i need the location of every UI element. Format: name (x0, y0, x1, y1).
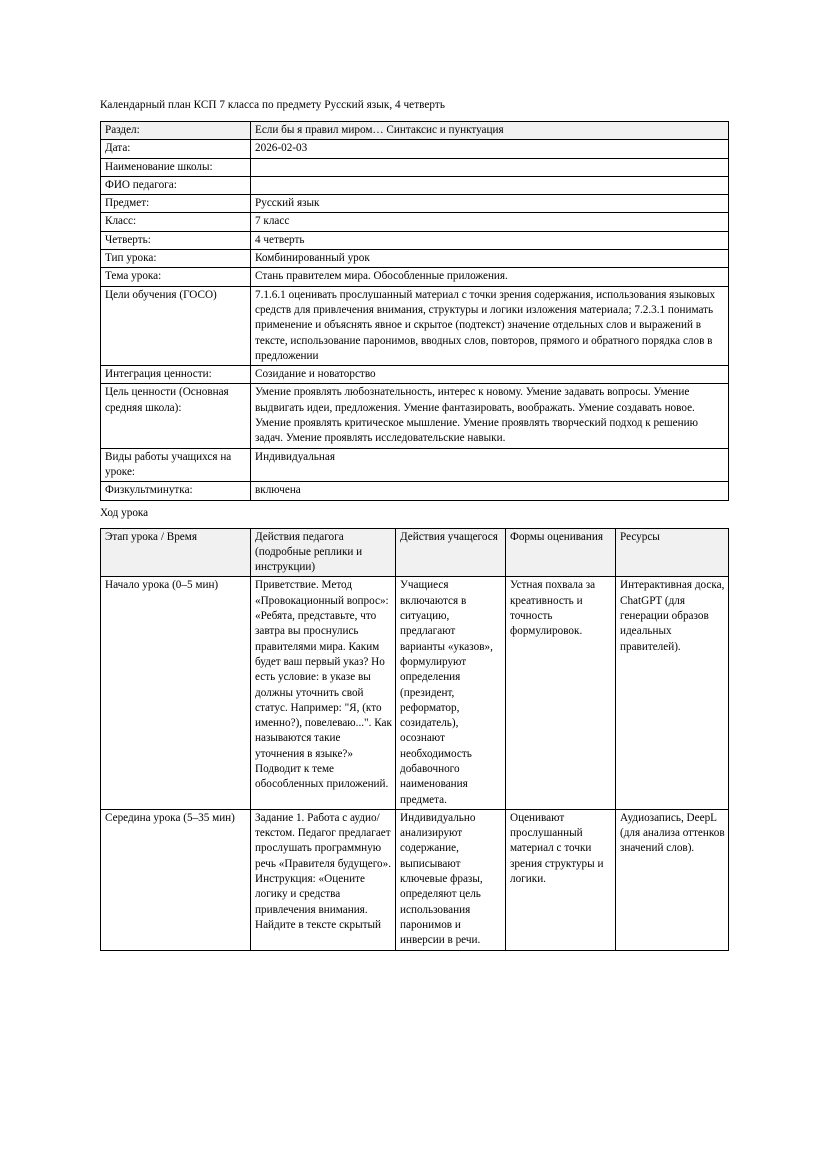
cell-teacher-actions: Задание 1. Работа с аудио/текстом. Педагог предлагает прослушать программную речь «Правителя будущего». Инструкция: «Оцените логику и средства привлечения внимания. Найдите в тексте скрытый (251, 809, 396, 950)
table-header-row (101, 528, 729, 577)
cell-resources: Интерактивная доска, ChatGPT (для генерации образов идеальных правителей). (616, 577, 729, 809)
info-value (251, 176, 729, 194)
cell-resources: Аудиозапись, DeepL (для анализа оттенков значений слов). (616, 809, 729, 950)
info-label: Цели обучения (ГОСО) (101, 286, 251, 365)
column-header-stage: Этап урока / Время (101, 528, 251, 577)
cell-student-actions: Учащиеся включаются в ситуацию, предлагают варианты «указов», формулируют определения (президент, реформатор, созидатель), осознают необходимость добавочного наименования предмета. (396, 577, 506, 809)
cell-stage: Середина урока (5–35 мин) (101, 809, 251, 950)
cell-assessment: Устная похвала за креативность и точность формулировок. (506, 577, 616, 809)
info-value: 7.1.6.1 оценивать прослушанный материал с точки зрения содержания, использования языковых средств для привлечения внимания, структуры и логики изложения материала; 7.2.3.1 понимать применение и объяснять явное и скрытое (подтекст) значение отдельных слов и выражений в тексте, использование паронимов, вводных слов, повторов, прямого и обратного порядка слов в предложении (251, 286, 729, 365)
info-label: Класс: (101, 213, 251, 231)
info-value: Созидание и новаторство (251, 366, 729, 384)
lesson-flow-table (100, 528, 729, 951)
table-row (101, 809, 729, 950)
table-row (101, 448, 729, 482)
info-label: Раздел: (101, 122, 251, 140)
info-label: Цель ценности (Основная средняя школа): (101, 384, 251, 448)
table-row (101, 366, 729, 384)
info-value: Русский язык (251, 195, 729, 213)
table-row (101, 286, 729, 365)
info-value: 2026-02-03 (251, 140, 729, 158)
page-title: Календарный план КСП 7 класса по предмету Русский язык, 4 четверть (100, 99, 445, 111)
table-row (101, 482, 729, 500)
column-header-teacher-actions: Действия педагога (подробные реплики и инструкции) (251, 528, 396, 577)
cell-stage: Начало урока (0–5 мин) (101, 577, 251, 809)
info-label: ФИО педагога: (101, 176, 251, 194)
info-label: Предмет: (101, 195, 251, 213)
table-row (101, 384, 729, 448)
cell-teacher-actions: Приветствие. Метод «Провокационный вопрос»: «Ребята, представьте, что завтра вы проснулись правителями мира. Каким будет ваш первый указ? Но есть условие: в указе вы должны уточнить свой статус. Например: "Я, (кто именно?), повелеваю...". Как называются такие уточнения в языке?» Подводит к теме обособленных приложений. (251, 577, 396, 809)
info-label: Тип урока: (101, 250, 251, 268)
page-content (100, 98, 728, 951)
column-header-assessment: Формы оценивания (506, 528, 616, 577)
info-label: Дата: (101, 140, 251, 158)
table-row (101, 231, 729, 249)
info-label: Четверть: (101, 231, 251, 249)
info-value: 7 класс (251, 213, 729, 231)
table-row (101, 122, 729, 140)
info-value: Умение проявлять любознательность, интерес к новому. Умение задавать вопросы. Умение выдвигать идеи, предложения. Умение фантазировать, воображать. Умение создавать новое. Умение проявлять критическое мышление. Умение проявлять творческий подход к решению задач. Умение проявлять исследовательские навыки. (251, 384, 729, 448)
table-row (101, 195, 729, 213)
lesson-flow-table-body (101, 577, 729, 950)
info-value: Стань правителем мира. Обособленные приложения. (251, 268, 729, 286)
info-value: Индивидуальная (251, 448, 729, 482)
cell-assessment: Оценивают прослушанный материал с точки зрения структуры и логики. (506, 809, 616, 950)
column-header-resources: Ресурсы (616, 528, 729, 577)
table-row (101, 140, 729, 158)
lesson-info-table (100, 121, 729, 501)
table-row (101, 158, 729, 176)
info-value (251, 158, 729, 176)
table-row (101, 577, 729, 809)
column-header-student-actions: Действия учащегося (396, 528, 506, 577)
info-label: Виды работы учащихся на уроке: (101, 448, 251, 482)
info-value: Если бы я правил миром… Синтаксис и пунктуация (251, 122, 729, 140)
info-value: Комбинированный урок (251, 250, 729, 268)
lesson-flow-table-head (101, 528, 729, 577)
lesson-flow-heading: Ход урока (100, 506, 149, 519)
info-label: Тема урока: (101, 268, 251, 286)
info-value: включена (251, 482, 729, 500)
info-label: Наименование школы: (101, 158, 251, 176)
table-row (101, 213, 729, 231)
info-value: 4 четверть (251, 231, 729, 249)
cell-student-actions: Индивидуально анализируют содержание, выписывают ключевые фразы, определяют цель использования паронимов и инверсии в речи. (396, 809, 506, 950)
info-label: Физкультминутка: (101, 482, 251, 500)
table-row (101, 250, 729, 268)
table-row (101, 176, 729, 194)
lesson-info-table-body (101, 122, 729, 501)
info-label: Интеграция ценности: (101, 366, 251, 384)
table-row (101, 268, 729, 286)
